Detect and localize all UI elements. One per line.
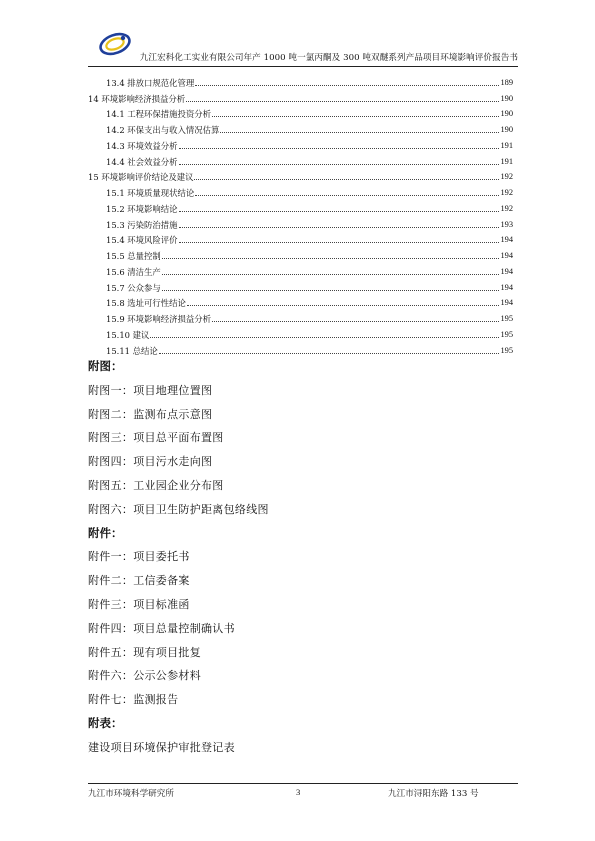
- toc-entry[interactable]: [88, 72, 513, 88]
- footer-address: 九江市浔阳东路 133 号: [388, 789, 479, 799]
- toc-entry[interactable]: [88, 214, 513, 230]
- toc-entry-page: 191: [500, 156, 513, 166]
- toc-dot-leader: [179, 211, 500, 212]
- document-title: 九江宏科化工实业有限公司年产 1000 吨一氯丙酮及 300 吨双醚系列产品项目环境影响评价报告书: [139, 53, 518, 63]
- figure-item: 附图二：监测布点示意图: [88, 407, 213, 421]
- toc-entry-title: 13.4 排放口规范化管理: [106, 77, 195, 88]
- attachment-item: 附件五：现有项目批复: [88, 645, 201, 659]
- attachment-item: 附件二：工信委备案: [88, 574, 190, 588]
- toc-dot-leader: [195, 195, 499, 196]
- figure-item: 附图五：工业园企业分布图: [88, 478, 224, 492]
- toc-entry-title: 15.11 总结论: [106, 345, 158, 356]
- toc-entry-title: 15.6 清洁生产: [106, 266, 161, 277]
- toc-entry[interactable]: [88, 340, 513, 356]
- toc-dot-leader: [162, 290, 500, 291]
- page-header: [88, 28, 518, 67]
- toc-entry[interactable]: [88, 245, 513, 261]
- company-logo-icon: [98, 30, 132, 58]
- toc-dot-leader: [195, 85, 499, 86]
- toc-entry-page: 189: [500, 77, 513, 87]
- toc-entry[interactable]: [88, 167, 513, 183]
- toc-entry-page: 191: [500, 140, 513, 150]
- toc-entry-page: 194: [500, 266, 513, 276]
- attachment-item: 附件七：监测报告: [88, 693, 179, 707]
- table-of-contents: [88, 72, 513, 356]
- attachments-heading: 附件：: [88, 525, 123, 540]
- attachment-item: 附件一：项目委托书: [88, 550, 190, 564]
- toc-entry-page: 195: [500, 329, 513, 339]
- toc-entry[interactable]: [88, 324, 513, 340]
- toc-dot-leader: [162, 258, 500, 259]
- figures-heading: 附图：: [88, 359, 123, 373]
- toc-entry[interactable]: [88, 308, 513, 324]
- tables-heading: 附表：: [88, 715, 123, 730]
- toc-dot-leader: [159, 353, 500, 354]
- toc-entry-title: 15.2 环境影响结论: [106, 203, 178, 214]
- toc-entry-page: 192: [500, 172, 513, 182]
- toc-entry-title: 14.3 环境效益分析: [106, 140, 178, 151]
- toc-entry[interactable]: [88, 88, 513, 104]
- toc-entry-page: 192: [500, 188, 513, 197]
- toc-entry[interactable]: [88, 261, 513, 277]
- tables-list: [88, 736, 513, 760]
- toc-entry-title: 15.7 公众参与: [106, 282, 161, 293]
- toc-entry-title: 15.3 污染防治措施: [106, 219, 178, 230]
- figure-item: 附图三：项目总平面布置图: [88, 431, 224, 445]
- toc-entry[interactable]: [88, 277, 513, 293]
- figure-item: 附图一：项目地理位置图: [88, 383, 213, 397]
- figure-item: 附图六：项目卫生防护距离包络线图: [88, 502, 269, 516]
- toc-entry[interactable]: [88, 293, 513, 309]
- attachments-list: [88, 545, 513, 712]
- toc-entry-page: 193: [500, 219, 513, 229]
- appendix-list: [88, 355, 513, 760]
- toc-entry[interactable]: [88, 151, 513, 167]
- toc-entry-title: 15.8 选址可行性结论: [106, 298, 186, 309]
- toc-dot-leader: [186, 101, 499, 102]
- attachment-item: 附件四：项目总量控制确认书: [88, 621, 235, 635]
- toc-entry[interactable]: [88, 119, 513, 135]
- toc-dot-leader: [212, 116, 499, 117]
- toc-entry[interactable]: [88, 182, 513, 198]
- toc-entry-page: 195: [500, 314, 513, 323]
- toc-dot-leader: [194, 179, 499, 180]
- toc-entry-page: 194: [500, 251, 513, 260]
- figure-item: 附图四：项目污水走向图: [88, 455, 213, 469]
- toc-entry-page: 192: [500, 203, 513, 213]
- toc-dot-leader: [179, 242, 500, 243]
- toc-entry-page: 190: [500, 109, 513, 119]
- toc-dot-leader: [162, 274, 500, 275]
- page-footer: [88, 783, 518, 799]
- attachment-item: 附件六：公示公参材料: [88, 669, 201, 683]
- toc-entry-title: 14 环境影响经济损益分析: [88, 93, 186, 104]
- page-number: 3: [296, 787, 301, 797]
- toc-entry-title: 15.9 环境影响经济损益分析: [106, 314, 212, 324]
- toc-dot-leader: [220, 132, 499, 133]
- toc-entry-title: 14.2 环保支出与收入情况估算: [106, 125, 220, 135]
- toc-entry[interactable]: [88, 135, 513, 151]
- toc-entry-page: 194: [500, 235, 513, 245]
- toc-entry-page: 194: [500, 282, 513, 292]
- footer-institute: 九江市环境科学研究所: [88, 789, 174, 799]
- table-item: 建设项目环境保护审批登记表: [88, 740, 235, 754]
- toc-dot-leader: [212, 321, 499, 322]
- toc-entry[interactable]: [88, 198, 513, 214]
- toc-entry-page: 195: [500, 345, 513, 355]
- toc-entry-title: 14.4 社会效益分析: [106, 156, 178, 167]
- toc-entry-title: 15.4 环境风险评价: [106, 235, 178, 246]
- attachment-item: 附件三：项目标准函: [88, 597, 190, 611]
- toc-entry-page: 194: [500, 298, 513, 308]
- toc-entry-page: 190: [500, 93, 513, 103]
- toc-dot-leader: [179, 148, 500, 149]
- figures-list: [88, 379, 513, 522]
- toc-entry-page: 190: [500, 125, 513, 134]
- toc-dot-leader: [150, 337, 499, 338]
- toc-dot-leader: [179, 227, 500, 228]
- toc-entry-title: 15.5 总量控制: [106, 251, 161, 261]
- toc-dot-leader: [179, 164, 500, 165]
- toc-entry[interactable]: [88, 104, 513, 120]
- toc-dot-leader: [187, 305, 500, 306]
- toc-entry[interactable]: [88, 230, 513, 246]
- toc-entry-title: 15 环境影响评价结论及建议: [88, 172, 194, 183]
- toc-entry-title: 15.1 环境质量现状结论: [106, 188, 195, 198]
- toc-entry-title: 14.1 工程环保措施投资分析: [106, 109, 212, 120]
- toc-entry-title: 15.10 建议: [106, 329, 150, 340]
